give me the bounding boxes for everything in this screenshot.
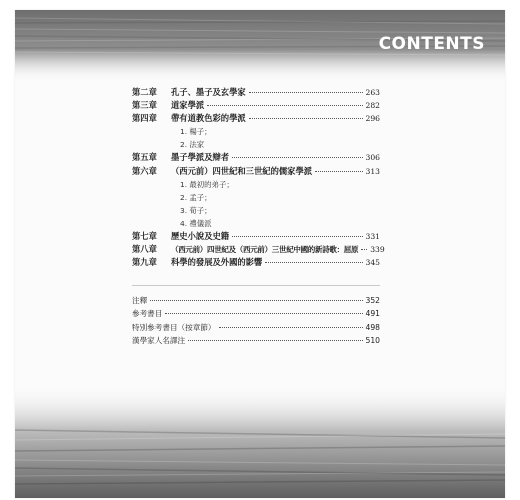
section-divider	[132, 285, 380, 286]
dot-leader	[315, 171, 362, 172]
toc-entry[interactable]	[132, 165, 380, 178]
book-page	[15, 10, 505, 498]
page-number: 331	[365, 232, 380, 242]
chapter-number: 第三章	[132, 100, 157, 111]
dot-leader	[150, 300, 362, 301]
page-number: 296	[365, 114, 380, 124]
section-entry: 3. 荀子；	[180, 205, 212, 215]
toc-entry[interactable]	[132, 256, 380, 269]
dot-leader	[207, 105, 362, 106]
dot-leader	[188, 340, 362, 341]
chapter-title: （西元前）四世紀和三世紀的儒家學派	[171, 165, 313, 176]
toc-entry[interactable]	[132, 294, 380, 307]
section-entry: 1. 最初的弟子；	[180, 179, 234, 189]
page-number: 510	[365, 335, 380, 345]
page-number: 313	[365, 166, 380, 176]
page-number: 352	[365, 296, 380, 305]
dot-leader	[249, 118, 363, 119]
section-entry: 2. 法家	[180, 140, 205, 150]
chapter-number: 第八章	[132, 244, 157, 255]
dot-leader	[232, 236, 362, 237]
back-matter-title: 參考書目	[132, 309, 163, 319]
dot-leader	[232, 157, 362, 158]
chapter-number: 第七章	[132, 231, 157, 242]
chapter-title: 帶有道教色彩的學派	[171, 113, 246, 124]
dot-leader	[249, 92, 363, 93]
chapter-title: 道家學派	[171, 100, 205, 111]
page-number: 491	[365, 309, 380, 319]
chapter-title: 歷史小說及史籍	[171, 231, 230, 242]
dot-leader	[219, 327, 363, 328]
chapter-list	[132, 86, 385, 269]
chapter-number: 第九章	[132, 257, 157, 268]
chapter-number: 第六章	[132, 165, 157, 176]
toc-entry[interactable]	[132, 112, 380, 125]
back-matter-title: 特別參考書目（按章節）	[132, 322, 216, 332]
chapter-title: 孔子、墨子及玄學家	[171, 87, 246, 97]
section-entry: 1. 楊子；	[180, 127, 212, 137]
toc-entry[interactable]	[132, 86, 380, 99]
chapter-title: （西元前）四世紀及（西元前）三世紀中國的新詩歌：屈原	[171, 245, 359, 255]
chapter-title: 科學的發展及外國的影響	[171, 257, 263, 268]
back-matter-title: 注釋	[132, 296, 148, 305]
toc-entry[interactable]	[132, 151, 380, 164]
chapter-number: 第二章	[132, 87, 157, 97]
section-entry: 2. 孟子；	[180, 192, 212, 202]
toc-entry[interactable]	[132, 243, 385, 256]
chapter-title: 墨子學派及辯者	[171, 152, 230, 163]
toc-entry[interactable]	[132, 230, 380, 243]
contents-heading: CONTENTS	[378, 34, 485, 54]
dot-leader	[165, 313, 362, 314]
page-number: 339	[370, 245, 385, 255]
toc-entry[interactable]	[132, 99, 380, 112]
chapter-number: 第四章	[132, 113, 157, 124]
page-number: 345	[365, 258, 380, 268]
page-number: 263	[365, 88, 380, 97]
back-matter-title: 漢學家人名譯注	[132, 335, 186, 345]
dot-leader	[265, 262, 362, 263]
page-number: 282	[365, 101, 380, 111]
toc-entry[interactable]	[132, 307, 380, 320]
dot-leader	[361, 249, 367, 250]
page-number: 498	[365, 322, 380, 332]
toc-entry[interactable]	[132, 321, 380, 334]
chapter-number: 第五章	[132, 152, 157, 163]
toc-entry[interactable]	[132, 334, 380, 347]
back-matter-list	[132, 294, 380, 347]
section-entry: 4. 禮儀派	[180, 218, 212, 228]
page-number: 306	[365, 153, 380, 163]
